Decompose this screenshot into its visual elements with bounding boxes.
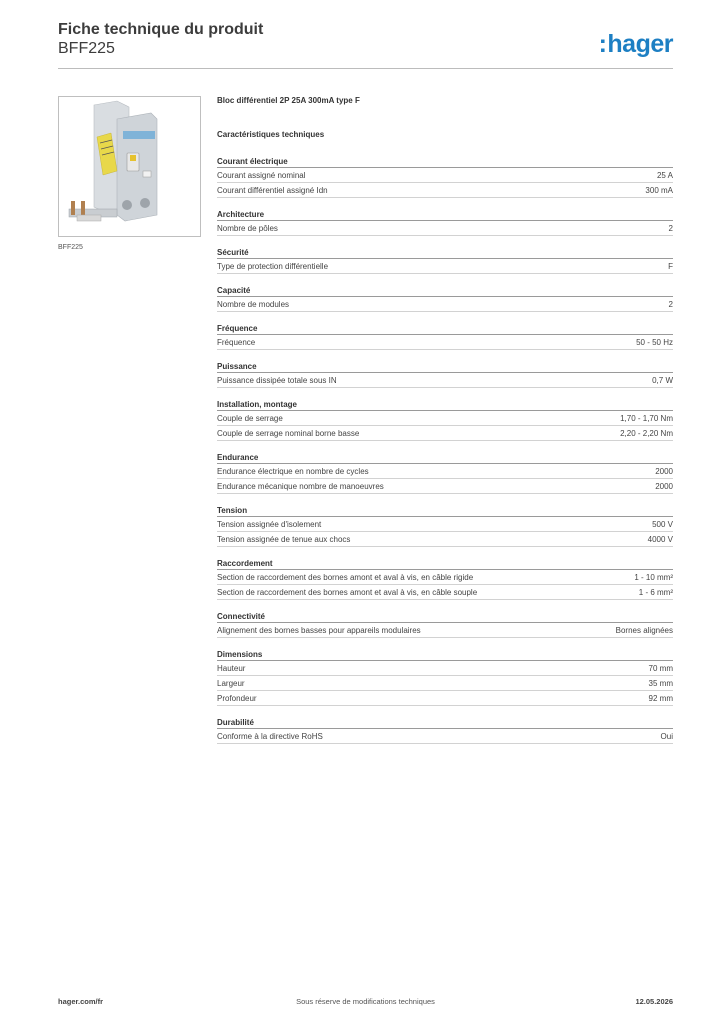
spec-row <box>217 464 673 479</box>
spec-row <box>217 623 673 638</box>
spec-sections <box>217 155 673 744</box>
spec-label: Couple de serrage nominal borne basse <box>217 428 360 438</box>
spec-label: Type de protection différentielle <box>217 261 329 271</box>
spec-label: Section de raccordement des bornes amont et aval à vis, en câble souple <box>217 587 478 597</box>
spec-value: 1,70 - 1,70 Nm <box>620 413 673 423</box>
spec-value: 2 <box>668 299 673 309</box>
spec-section <box>217 398 673 441</box>
spec-row <box>217 479 673 494</box>
spec-value: 70 mm <box>648 663 673 673</box>
page-title: Fiche technique du produit <box>58 21 264 38</box>
spec-value: 0,7 W <box>652 375 673 385</box>
spec-row <box>217 168 673 183</box>
spec-section <box>217 504 673 547</box>
spec-row <box>217 221 673 236</box>
specifications-panel <box>217 94 673 744</box>
spec-row <box>217 570 673 585</box>
product-code: BFF225 <box>58 40 115 57</box>
spec-value: 2,20 - 2,20 Nm <box>620 428 673 438</box>
spec-section <box>217 208 673 236</box>
spec-row <box>217 183 673 198</box>
spec-value: 1 - 6 mm² <box>638 587 673 597</box>
image-caption: BFF225 <box>58 244 83 251</box>
spec-section <box>217 360 673 388</box>
spec-label: Profondeur <box>217 693 257 703</box>
section-title: Fréquence <box>217 322 673 335</box>
spec-label: Section de raccordement des bornes amont et aval à vis, en câble rigide <box>217 572 474 582</box>
spec-label: Puissance dissipée totale sous IN <box>217 375 337 385</box>
spec-label: Tension assignée de tenue aux chocs <box>217 534 351 544</box>
spec-row <box>217 676 673 691</box>
spec-section <box>217 716 673 744</box>
section-title: Raccordement <box>217 557 673 570</box>
spec-section <box>217 610 673 638</box>
spec-label: Couple de serrage <box>217 413 283 423</box>
spec-value: 92 mm <box>648 693 673 703</box>
spec-label: Courant assigné nominal <box>217 170 306 180</box>
spec-row <box>217 517 673 532</box>
specs-heading: Caractéristiques techniques <box>217 130 325 139</box>
page-footer <box>58 997 673 1009</box>
spec-row <box>217 373 673 388</box>
spec-section <box>217 648 673 706</box>
logo-text: hager <box>607 30 673 58</box>
hager-logo: :hager <box>598 30 673 58</box>
spec-row <box>217 661 673 676</box>
footer-website: hager.com/fr <box>58 997 104 1006</box>
product-name: Bloc différentiel 2P 25A 300mA type F <box>217 96 360 105</box>
spec-value: 50 - 50 Hz <box>636 337 673 347</box>
section-title: Endurance <box>217 451 673 464</box>
section-title: Capacité <box>217 284 673 297</box>
spec-section <box>217 451 673 494</box>
spec-label: Nombre de pôles <box>217 223 278 233</box>
spec-label: Largeur <box>217 678 245 688</box>
spec-row <box>217 297 673 312</box>
section-title: Architecture <box>217 208 673 221</box>
section-title: Puissance <box>217 360 673 373</box>
section-title: Dimensions <box>217 648 673 661</box>
spec-row <box>217 335 673 350</box>
footer-date: 12.05.2026 <box>635 997 673 1006</box>
spec-value: Oui <box>660 731 673 741</box>
spec-section <box>217 557 673 600</box>
spec-label: Nombre de modules <box>217 299 290 309</box>
spec-value: 25 A <box>656 170 673 180</box>
spec-label: Endurance mécanique nombre de manoeuvres <box>217 481 384 491</box>
product-image <box>58 96 201 237</box>
section-title: Tension <box>217 504 673 517</box>
spec-value: 300 mA <box>645 185 673 195</box>
spec-label: Endurance électrique en nombre de cycles <box>217 466 369 476</box>
spec-row <box>217 585 673 600</box>
section-title: Connectivité <box>217 610 673 623</box>
spec-value: Bornes alignées <box>615 625 673 635</box>
section-title: Sécurité <box>217 246 673 259</box>
spec-value: 4000 V <box>647 534 673 544</box>
spec-value: 2000 <box>655 466 673 476</box>
spec-row <box>217 411 673 426</box>
page-header <box>58 20 673 68</box>
spec-label: Tension assignée d'isolement <box>217 519 322 529</box>
spec-value: 1 - 10 mm² <box>634 572 673 582</box>
spec-section <box>217 284 673 312</box>
footer-disclaimer: Sous réserve de modifications techniques <box>296 997 435 1006</box>
spec-value: 2 <box>668 223 673 233</box>
spec-value: 35 mm <box>648 678 673 688</box>
section-title: Courant électrique <box>217 155 673 168</box>
section-title: Installation, montage <box>217 398 673 411</box>
section-title: Durabilité <box>217 716 673 729</box>
spec-section <box>217 322 673 350</box>
spec-value: F <box>668 261 673 271</box>
spec-row <box>217 729 673 744</box>
spec-label: Conforme à la directive RoHS <box>217 731 323 741</box>
header-divider <box>58 68 673 69</box>
spec-label: Courant différentiel assigné Idn <box>217 185 328 195</box>
spec-section <box>217 246 673 274</box>
spec-label: Alignement des bornes basses pour appareils modulaires <box>217 625 421 635</box>
residual-current-block-illustration <box>59 97 200 236</box>
spec-section <box>217 155 673 198</box>
spec-value: 2000 <box>655 481 673 491</box>
spec-row <box>217 259 673 274</box>
spec-row <box>217 532 673 547</box>
spec-label: Fréquence <box>217 337 256 347</box>
spec-row <box>217 691 673 706</box>
spec-value: 500 V <box>652 519 673 529</box>
spec-row <box>217 426 673 441</box>
spec-label: Hauteur <box>217 663 246 673</box>
